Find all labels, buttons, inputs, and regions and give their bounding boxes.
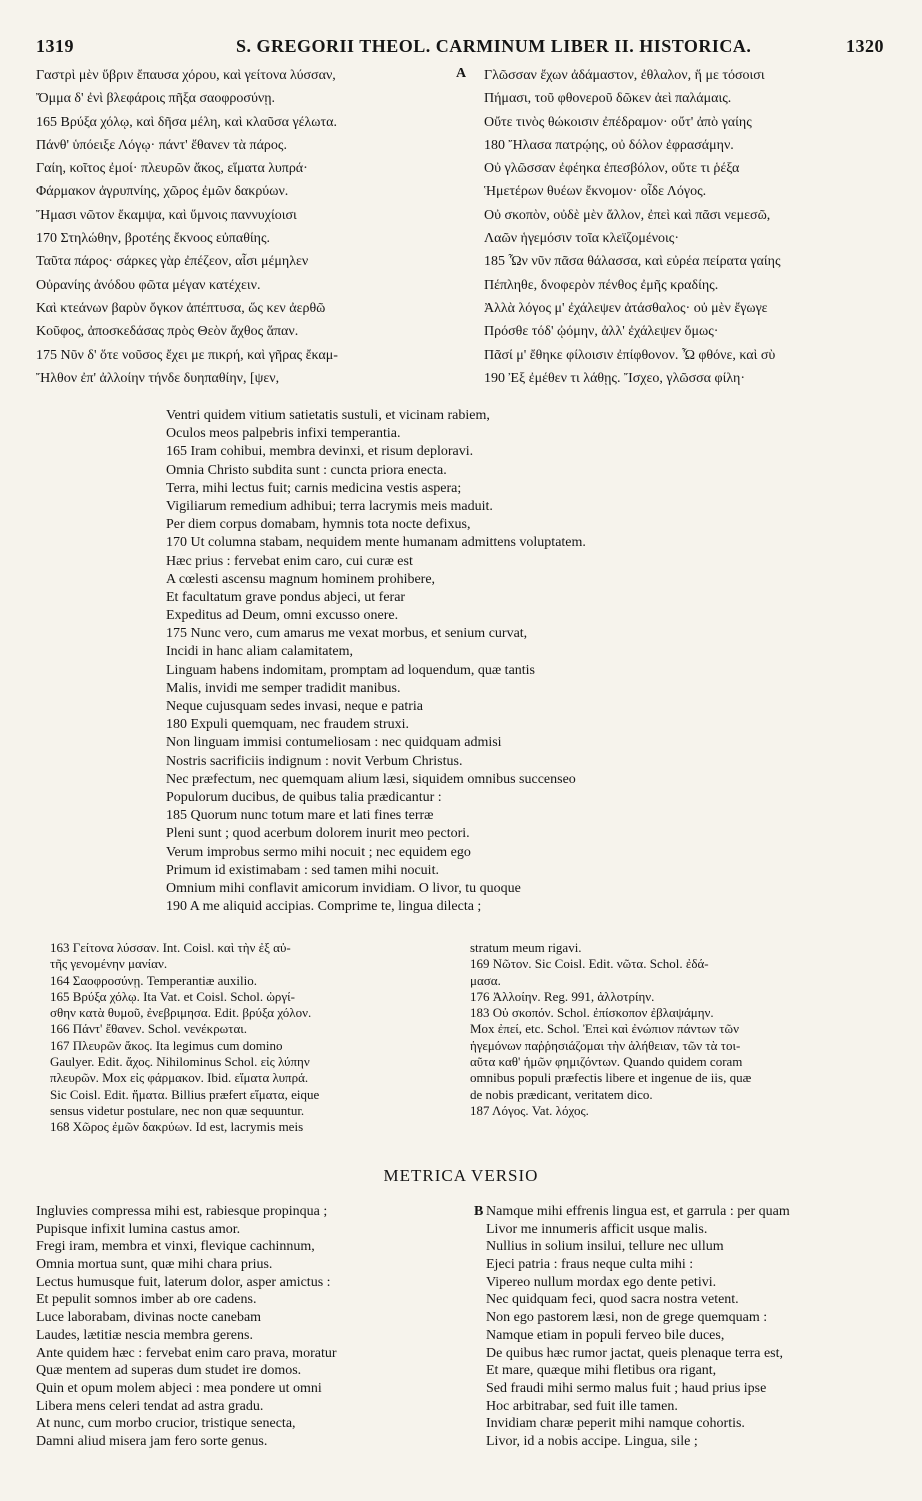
metrica-verse-line: Luce laborabam, divinas nocte canebam bbox=[36, 1310, 262, 1326]
latin-verse-line: Omnium mihi conflavit amicorum invidiam. O livor, tu quoque bbox=[166, 880, 521, 896]
metrica-verse-line: Vipereo nullum mordax ego dente petivi. bbox=[486, 1274, 717, 1290]
greek-verse-line: Ἤμασι νῶτον ἔκαμψα, καὶ ὕμνοις παννυχίοισι bbox=[36, 207, 297, 223]
latin-verse-line: Hæc prius : fervebat enim caro, cui curæ est bbox=[166, 553, 413, 569]
greek-verse-line: Γλῶσσαν ἔχων ἀδάμαστον, ἐθλαλον, ἥ με τόσοισι bbox=[484, 68, 765, 83]
latin-verse-line: Nostris sacrificiis indignum : novit Verbum Christus. bbox=[166, 753, 463, 769]
latin-verse-line: A cœlesti ascensu magnum hominem prohibere, bbox=[166, 571, 436, 587]
metrica-column-left bbox=[36, 1203, 476, 1451]
footnote-line: 169 Νῶτον. Sic Coisl. Edit. νῶτα. Schol. ἐδά- bbox=[470, 956, 709, 972]
footnote-line: Sic Coisl. Edit. ἥματα. Billius præfert εἵματα, eique bbox=[50, 1086, 320, 1102]
latin-verse-line: 180 Expuli quemquam, nec fraudem struxi. bbox=[166, 717, 409, 733]
page-number-left: 1319 bbox=[36, 36, 74, 56]
greek-verse-line: Ταῦτα πάρος· σάρκες γὰρ ἐπέζεον, αἷσι μέμηλεν bbox=[36, 254, 309, 270]
greek-verse-line: 165 Βρύξα χόλῳ, καὶ δῆσα μέλη, καὶ κλαῦσα γέλωτα. bbox=[36, 114, 337, 130]
metrica-verse-line: Quin et opum molem abjeci : mea pondere ut omni bbox=[36, 1380, 322, 1396]
metrica-verse-line: Ejeci patria : fraus neque culta mihi : bbox=[486, 1257, 694, 1273]
footnote-line: σθην κατὰ θυμοῦ, ἐνεβριμησα. Edit. βρύξα χόλον. bbox=[50, 1005, 312, 1021]
latin-verse-line: Pleni sunt ; quod acerbum dolorem inurit meo pectori. bbox=[166, 826, 470, 842]
column-marker-b: B bbox=[474, 1204, 484, 1219]
footnote-line: μασα. bbox=[470, 972, 501, 988]
metrica-versio bbox=[36, 1203, 896, 1463]
greek-verse-line: Ἤλθον ἐπ' ἀλλοίην τήνδε δυηπαθίην, [ψεν, bbox=[36, 370, 280, 386]
footnote-line: Mox ἐπεί, etc. Schol. Ἐπεὶ καὶ ἐνώπιον πάντων τῶν bbox=[470, 1021, 739, 1037]
greek-verse-line: Γαστρὶ μὲν ὕβριν ἔπαυσα χόρου, καὶ γείτονα λύσσαν, bbox=[36, 68, 336, 83]
footnote-line: τῆς γενομένην μανίαν. bbox=[50, 956, 168, 972]
greek-verse-line: 170 Στηλώθην, βροτέης ἔκνοος εὐπαθίης. bbox=[36, 231, 271, 247]
footnote-line: 168 Χῶρος ἐμῶν δακρύων. Id est, lacrymis meis bbox=[50, 1119, 304, 1135]
metrica-verse-line: Laudes, lætitiæ nescia membra gerens. bbox=[36, 1327, 253, 1343]
footnotes-column-left bbox=[50, 940, 450, 1136]
latin-verse-line: Et facultatum grave pondus abjeci, ut ferar bbox=[166, 589, 406, 605]
footnotes-column-right bbox=[470, 940, 890, 1119]
greek-text bbox=[36, 64, 886, 394]
latin-verse-line: Neque cujusquam sedes invasi, neque e patria bbox=[166, 699, 423, 714]
footnote-line: 164 Σαοφροσύνῃ. Temperantiæ auxilio. bbox=[50, 972, 258, 988]
footnote-line: omnibus populi præfectis libere et ingenue de iis, quæ bbox=[470, 1070, 752, 1086]
metrica-verse-line: Livor me innumeris afficit usque malis. bbox=[486, 1221, 708, 1237]
latin-verse-line: Primum id existimabam : sed tamen mihi nocuit. bbox=[166, 862, 439, 878]
footnote-line: Gaulyer. Edit. ἄχος. Nihilominus Schol. εἰς λύπην bbox=[50, 1054, 310, 1070]
latin-verse-line: Ventri quidem vitium satietatis sustuli, et vicinam rabiem, bbox=[166, 408, 490, 423]
metrica-verse-line: Sed fraudi mihi sermo malus fuit ; haud prius ipse bbox=[486, 1380, 767, 1396]
latin-verse-line: Oculos meos palpebris infixi temperantia. bbox=[166, 426, 401, 442]
footnote-line: 163 Γείτονα λύσσαν. Int. Coisl. καὶ τὴν ἐξ αὐ- bbox=[50, 940, 291, 955]
page-number-right: 1320 bbox=[846, 36, 884, 56]
running-title: S. GREGORII THEOL. CARMINUM LIBER II. HISTORICA. bbox=[236, 36, 752, 56]
footnote-line: 176 Ἀλλοίην. Reg. 991, ἀλλοτρίην. bbox=[470, 988, 655, 1004]
greek-verse-line: 175 Νῦν δ' ὅτε νοῦσος ἔχει με πικρή, καὶ γῆρας ἔκαμ- bbox=[36, 347, 338, 363]
footnote-line: stratum meum rigavi. bbox=[470, 940, 582, 955]
greek-column-right bbox=[484, 64, 894, 390]
latin-verse-line: Nec præfectum, nec quemquam alium læsi, siquidem omnibus succenseo bbox=[166, 771, 576, 787]
greek-verse-line: Ὄμμα δ' ἐνὶ βλεφάροις πῆξα σαοφροσύνῃ. bbox=[36, 91, 276, 107]
latin-verse-line: Populorum ducibus, de quibus talia prædicantur : bbox=[166, 789, 442, 805]
latin-verse-line: Malis, invidi me semper tradidit manibus. bbox=[166, 680, 401, 696]
metrica-versio-heading: METRICA VERSIO bbox=[383, 1166, 539, 1185]
metrica-verse-line: Damni aliud misera jam fero sorte genus. bbox=[36, 1433, 268, 1449]
metrica-verse-line: Invidiam charæ peperit mihi namque cohortis. bbox=[486, 1416, 745, 1432]
latin-verse-line: 165 Iram cohibui, membra devinxi, et risum deploravi. bbox=[166, 444, 474, 460]
footnote-line: de nobis prædicant, veritatem dico. bbox=[470, 1086, 653, 1102]
greek-verse-line: Πάνθ' ὑπόειξε Λόγῳ· πάντ' ἔθανεν τὰ πάρος. bbox=[36, 137, 287, 153]
metrica-verse-line: Pupisque infixit lumina castus amor. bbox=[36, 1221, 241, 1237]
metrica-verse-line: Nullius in solium insilui, tellure nec ullum bbox=[486, 1239, 724, 1255]
metrica-verse-line: Namque mihi effrenis lingua est, et garrula : per quam bbox=[486, 1204, 790, 1219]
footnote-line: πλευρῶν. Mox εἰς φάρμακον. Ibid. εἵματα λυπρά. bbox=[50, 1070, 309, 1086]
metrica-verse-line: Namque etiam in populi ferveo bile duces, bbox=[486, 1327, 725, 1343]
footnote-line: 183 Οὐ σκοπόν. Schol. ἐπίσκοπον ἐβλαψάμην. bbox=[470, 1005, 714, 1021]
metrica-verse-line: Nec quidquam feci, quod sacra nostra vetent. bbox=[486, 1292, 739, 1308]
running-header bbox=[36, 36, 884, 56]
greek-verse-line: Πρόσθε τόδ' ᾠόμην, ἀλλ' ἐχάλεψεν ὅμως· bbox=[484, 324, 719, 340]
metrica-verse-line: De quibus hæc rumor jactat, queis plenaque terra est, bbox=[486, 1345, 784, 1361]
metrica-verse-line: Quæ mentem ad superas dum studet ire domos. bbox=[36, 1363, 302, 1379]
footnote-line: 165 Βρύξα χόλῳ. Ita Vat. et Coisl. Schol. ὠργί- bbox=[50, 988, 295, 1004]
latin-verse-line: 175 Nunc vero, cum amarus me vexat morbus, et senium curvat, bbox=[166, 626, 528, 642]
latin-verse-line: 190 A me aliquid accipias. Comprime te, lingua dilecta ; bbox=[166, 899, 482, 915]
metrica-verse-line: Lectus humusque fuit, laterum dolor, asper amictus : bbox=[36, 1274, 331, 1290]
latin-verse-line: 170 Ut columna stabam, nequidem mente humanam admittens voluptatem. bbox=[166, 535, 586, 551]
greek-verse-line: Πήμασι, τοῦ φθονεροῦ δῶκεν ἀεὶ παλάμαις. bbox=[484, 91, 732, 107]
latin-translation bbox=[166, 407, 866, 916]
latin-verse-line: Per diem corpus domabam, hymnis tota nocte defixus, bbox=[166, 517, 471, 533]
footnote-line: 166 Πάντ' ἔθανεν. Schol. νενέκρωται. bbox=[50, 1021, 248, 1037]
greek-column-left bbox=[36, 64, 466, 390]
metrica-verse-line: Omnia mortua sunt, quæ mihi chara prius. bbox=[36, 1257, 273, 1273]
footnote-line: 187 Λόγος. Vat. λόχος. bbox=[470, 1102, 589, 1118]
footnote-line: ἡγεμόνων παῤῥησιάζομαι τὴν ἀλήθειαν, τῶν τὰ τοι- bbox=[470, 1037, 741, 1053]
metrica-verse-line: Hoc arbitrabar, sed fuit ille tamen. bbox=[486, 1398, 678, 1414]
greek-verse-line: Ἡμετέρων θυέων ἔκνομον· οἶδε Λόγος. bbox=[484, 184, 707, 200]
metrica-verse-line: Ingluvies compressa mihi est, rabiesque propinqua ; bbox=[36, 1204, 328, 1219]
metrica-verse-line: Non ego pastorem læsi, non de grege quemquam : bbox=[486, 1310, 768, 1326]
greek-verse-line: Οὔτε τινὸς θώκοισιν ἐπέδραμον· οὔτ' ἀπὸ γαίης bbox=[484, 114, 752, 130]
latin-verse-line: Omnia Christo subdita sunt : cuncta priora enecta. bbox=[166, 462, 447, 478]
latin-verse-line: Linguam habens indomitam, promptam ad loquendum, quæ tantis bbox=[166, 662, 536, 678]
metrica-verse-line: Livor, id a nobis accipe. Lingua, sile ; bbox=[486, 1433, 698, 1449]
latin-verse-line: 185 Quorum nunc totum mare et lati fines terræ bbox=[166, 808, 434, 824]
metrica-verse-line: Fregi iram, membra et vinxi, flevique cachinnum, bbox=[36, 1239, 315, 1255]
footnote-line: αῦτα καθ' ἡμῶν φημιζόντων. Quando quidem coram bbox=[470, 1054, 743, 1070]
footnote-line: sensus videtur postulare, nec non quæ sequuntur. bbox=[50, 1102, 305, 1118]
greek-verse-line: Κοῦφος, ἀποσκεδάσας πρὸς Θεὸν ἄχθος ἅπαν. bbox=[36, 324, 299, 340]
greek-verse-line: Οὐ γλῶσσαν ἐφέηκα ἐπεσβόλον, οὔτε τι ῥέξα bbox=[484, 161, 740, 177]
footnotes bbox=[50, 940, 890, 1150]
metrica-verse-line: At nunc, cum morbo crucior, tristique senecta, bbox=[36, 1416, 296, 1432]
footnote-line: 167 Πλευρῶν ἄκος. Ita legimus cum domino bbox=[50, 1037, 283, 1053]
greek-verse-line: Καὶ κτεάνων βαρὺν ὄγκον ἀπέπτυσα, ὥς κεν ἀερθῶ bbox=[36, 300, 326, 316]
column-marker-a: A bbox=[456, 66, 467, 81]
greek-verse-line: Λαῶν ἡγεμόσιν τοῖα κλεϊζομένοις· bbox=[484, 231, 680, 247]
metrica-verse-line: Et mare, quæque mihi fletibus ora rigant, bbox=[486, 1363, 717, 1379]
metrica-column-right bbox=[486, 1203, 896, 1451]
metrica-verse-line: Et pepulit somnos imber ab ore cadens. bbox=[36, 1292, 257, 1308]
metrica-verse-line: Libera mens celeri tendat ad astra gradu. bbox=[36, 1398, 264, 1414]
greek-verse-line: Οὐρανίης ἀνόδου φῶτα μέγαν κατέχειν. bbox=[36, 277, 261, 293]
metrica-verse-line: Ante quidem hæc : fervebat enim caro prava, moratur bbox=[36, 1345, 337, 1361]
latin-verse-line: Non linguam immisi contumeliosam : nec quidquam admisi bbox=[166, 735, 502, 751]
latin-verse-line: Verum improbus sermo mihi nocuit ; nec equidem ego bbox=[166, 844, 471, 860]
greek-verse-line: 180 Ἤλασα πατρῴης, οὐ δόλον ἐφρασάμην. bbox=[484, 137, 734, 153]
greek-verse-line: 185 Ὧν νῦν πᾶσα θάλασσα, καὶ εὐρέα πείρατα γαίης bbox=[484, 254, 781, 270]
greek-verse-line: Πᾶσί μ' ἔθηκε φίλοισιν ἐπίφθονον. Ὦ φθόνε, καὶ σὺ bbox=[484, 347, 776, 363]
latin-verse-line: Expeditus ad Deum, omni excusso onere. bbox=[166, 608, 399, 624]
greek-verse-line: Γαίη, κοῖτος ἐμοί· πλευρῶν ἄκος, εἵματα λυπρά· bbox=[36, 161, 308, 177]
latin-verse-line: Vigiliarum remedium adhibui; terra lacrymis meis maduit. bbox=[166, 498, 493, 514]
greek-verse-line: Ἀλλὰ λόγος μ' ἐχάλεψεν ἀτάσθαλος· οὐ μὲν ἔγωγε bbox=[484, 300, 768, 316]
greek-verse-line: Οὐ σκοπὸν, οὐδὲ μὲν ἄλλον, ἐπεὶ καὶ πᾶσι νεμεσῶ, bbox=[484, 207, 771, 223]
greek-verse-line: Πέπληθε, δνοφερὸν πένθος ἐμῆς κραδίης. bbox=[484, 277, 719, 293]
latin-verse-line: Terra, mihi lectus fuit; carnis medicina vestis aspera; bbox=[166, 480, 462, 496]
latin-verse-line: Incidi in hanc aliam calamitatem, bbox=[166, 644, 353, 660]
greek-verse-line: Φάρμακον ἀγρυπνίης, χῶρος ἐμῶν δακρύων. bbox=[36, 184, 289, 200]
greek-verse-line: 190 Ἐξ ἐμέθεν τι λάθῃς. Ἴσχεο, γλῶσσα φίλη· bbox=[484, 370, 746, 386]
